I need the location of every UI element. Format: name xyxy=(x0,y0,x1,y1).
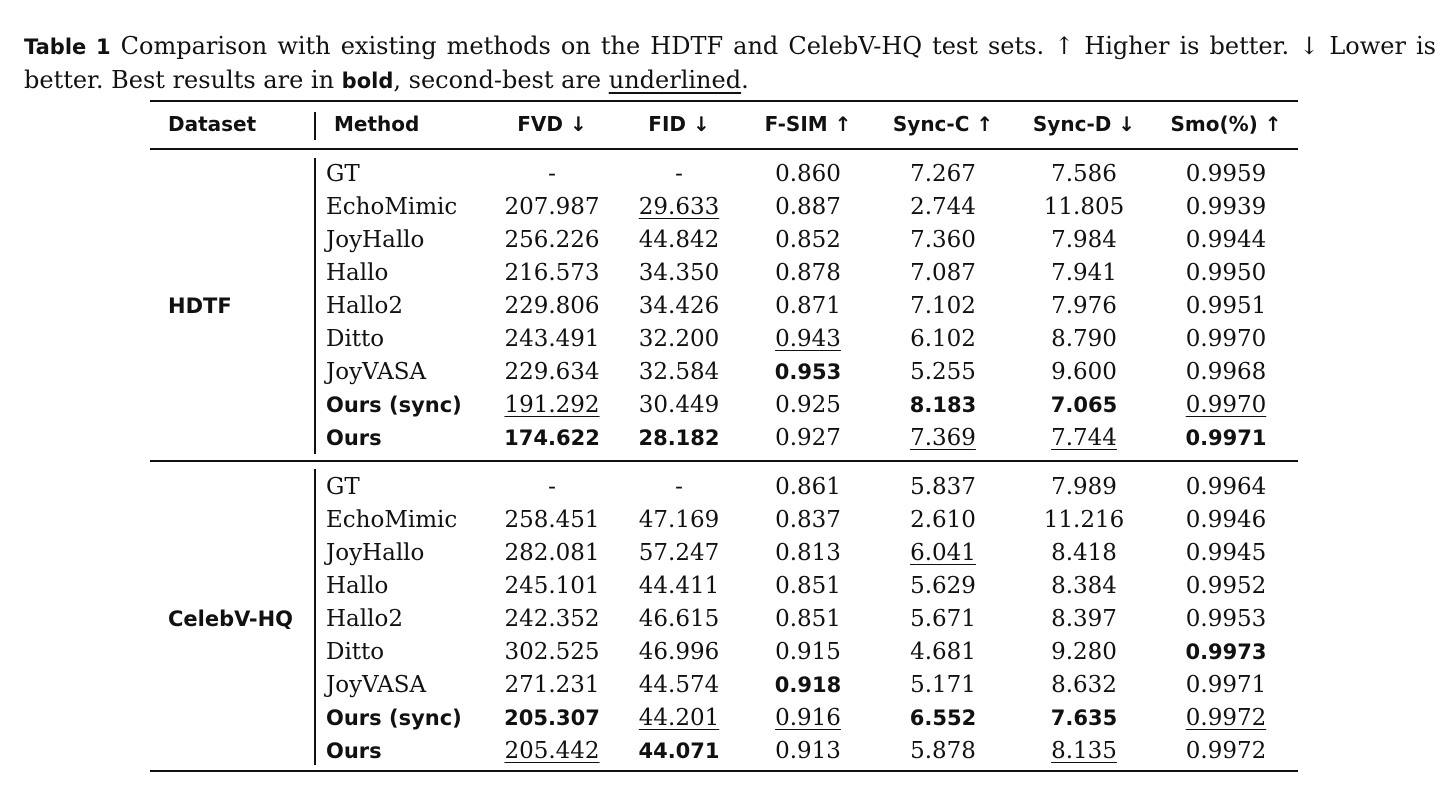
table-row xyxy=(150,701,1298,734)
fid-value: 30.449 xyxy=(638,391,720,418)
fvd-cell xyxy=(490,602,614,635)
sync-c-cell xyxy=(872,421,1014,454)
smo-cell xyxy=(1154,256,1298,289)
fid-cell xyxy=(614,734,744,767)
caption-text-1: Comparison with existing methods on the HDTF and CelebV-HQ test sets. ↑ Higher is better. ↓ Lower is better. Best results are in xyxy=(24,32,1437,94)
fvd-value: 256.226 xyxy=(504,226,600,253)
fsim-value: 0.860 xyxy=(775,160,841,187)
table-row xyxy=(150,602,1298,635)
fsim-value: 0.861 xyxy=(775,473,841,500)
sync-c-cell xyxy=(872,388,1014,421)
fid-value: 32.200 xyxy=(638,325,720,352)
sync-c-cell xyxy=(872,569,1014,602)
header-sync-d: Sync-D ↓ xyxy=(1032,112,1136,136)
sync-d-cell xyxy=(1014,602,1154,635)
method-cell: JoyVASA xyxy=(326,671,427,698)
fvd-value: 205.307 xyxy=(504,705,600,730)
method-cell: JoyVASA xyxy=(326,358,427,385)
header-fid: FID ↓ xyxy=(648,112,710,136)
sync-d-cell xyxy=(1014,536,1154,569)
smo-value: 0.9972 xyxy=(1185,737,1267,764)
sync-d-cell xyxy=(1014,157,1154,190)
method-cell: GT xyxy=(326,160,360,187)
sync-d-cell xyxy=(1014,470,1154,503)
sync-c-cell xyxy=(872,223,1014,256)
fsim-cell xyxy=(744,734,872,767)
header-sync-c: Sync-C ↑ xyxy=(892,112,994,136)
fsim-cell xyxy=(744,289,872,322)
fsim-cell xyxy=(744,190,872,223)
fsim-value: 0.871 xyxy=(775,292,841,319)
fid-value: 29.633 xyxy=(638,193,720,220)
sync-c-value: 7.102 xyxy=(910,292,976,319)
sync-c-value: 6.041 xyxy=(910,539,976,566)
sync-d-value: 9.280 xyxy=(1051,638,1117,665)
fid-cell xyxy=(614,157,744,190)
table-row xyxy=(150,388,1298,421)
sync-d-cell xyxy=(1014,289,1154,322)
fvd-value: 271.231 xyxy=(504,671,600,698)
smo-cell xyxy=(1154,190,1298,223)
fvd-value: 229.806 xyxy=(504,292,600,319)
sync-d-value: 8.418 xyxy=(1051,539,1117,566)
fvd-value: 207.987 xyxy=(504,193,600,220)
fid-cell xyxy=(614,470,744,503)
sync-c-value: 7.360 xyxy=(910,226,976,253)
fsim-cell xyxy=(744,668,872,701)
method-cell: GT xyxy=(326,473,360,500)
smo-value: 0.9950 xyxy=(1185,259,1267,286)
fid-cell xyxy=(614,503,744,536)
fsim-cell xyxy=(744,536,872,569)
sync-d-value: 7.586 xyxy=(1051,160,1117,187)
sync-d-value: 7.976 xyxy=(1051,292,1117,319)
fsim-value: 0.837 xyxy=(775,506,841,533)
caption-text-3: . xyxy=(741,66,749,94)
fid-value: 44.201 xyxy=(638,704,720,731)
sync-c-value: 5.255 xyxy=(910,358,976,385)
fsim-value: 0.887 xyxy=(775,193,841,220)
table-row xyxy=(150,421,1298,454)
table-row xyxy=(150,635,1298,668)
method-cell: EchoMimic xyxy=(326,193,458,220)
sync-d-value: 9.600 xyxy=(1051,358,1117,385)
fid-value: 28.182 xyxy=(638,425,720,450)
fvd-value: 242.352 xyxy=(504,605,600,632)
fid-cell xyxy=(614,256,744,289)
dataset-label: HDTF xyxy=(168,293,232,318)
smo-cell xyxy=(1154,388,1298,421)
sync-d-cell xyxy=(1014,421,1154,454)
smo-value: 0.9970 xyxy=(1185,391,1267,418)
sync-d-value: 8.632 xyxy=(1051,671,1117,698)
sync-c-cell xyxy=(872,668,1014,701)
method-cell: Ditto xyxy=(326,325,385,352)
smo-cell xyxy=(1154,322,1298,355)
fid-value: 44.071 xyxy=(638,738,720,763)
fvd-value: 216.573 xyxy=(504,259,600,286)
fvd-cell xyxy=(490,289,614,322)
dataset-label: CelebV-HQ xyxy=(168,606,293,631)
method-cell: Hallo2 xyxy=(326,605,403,632)
table-row xyxy=(150,322,1298,355)
table-caption xyxy=(24,30,1436,98)
fsim-cell xyxy=(744,701,872,734)
fvd-value: 243.491 xyxy=(504,325,600,352)
sync-c-cell xyxy=(872,190,1014,223)
smo-value: 0.9939 xyxy=(1185,193,1267,220)
sync-c-value: 5.629 xyxy=(910,572,976,599)
fid-value: 44.842 xyxy=(638,226,720,253)
fvd-cell xyxy=(490,569,614,602)
smo-cell xyxy=(1154,701,1298,734)
fvd-value: 282.081 xyxy=(504,539,600,566)
sync-d-cell xyxy=(1014,668,1154,701)
fvd-cell xyxy=(490,668,614,701)
fvd-cell xyxy=(490,157,614,190)
header-row xyxy=(150,100,1298,148)
group-spacer xyxy=(150,148,1298,157)
smo-cell xyxy=(1154,355,1298,388)
fid-value: 34.350 xyxy=(638,259,720,286)
smo-value: 0.9964 xyxy=(1185,473,1267,500)
fvd-value: 174.622 xyxy=(504,425,600,450)
fsim-value: 0.927 xyxy=(775,424,841,451)
sync-c-cell xyxy=(872,470,1014,503)
smo-value: 0.9972 xyxy=(1185,704,1267,731)
spacer-cell xyxy=(150,460,1298,470)
sync-c-value: 6.102 xyxy=(910,325,976,352)
sync-c-value: 4.681 xyxy=(910,638,976,665)
fvd-value: - xyxy=(548,473,556,500)
fvd-cell xyxy=(490,190,614,223)
fvd-cell xyxy=(490,503,614,536)
table-row xyxy=(150,289,1298,322)
smo-cell xyxy=(1154,421,1298,454)
fid-cell xyxy=(614,190,744,223)
fid-value: 32.584 xyxy=(638,358,720,385)
fid-cell xyxy=(614,289,744,322)
sync-c-cell xyxy=(872,602,1014,635)
table-row xyxy=(150,536,1298,569)
fid-value: 57.247 xyxy=(638,539,720,566)
fsim-cell xyxy=(744,569,872,602)
fsim-value: 0.916 xyxy=(775,704,841,731)
fsim-cell xyxy=(744,256,872,289)
sync-c-value: 5.171 xyxy=(910,671,976,698)
fvd-value: 229.634 xyxy=(504,358,600,385)
sync-c-value: 5.878 xyxy=(910,737,976,764)
fid-value: 46.996 xyxy=(638,638,720,665)
fvd-cell xyxy=(490,701,614,734)
sync-d-cell xyxy=(1014,701,1154,734)
spacer-cell xyxy=(150,148,1298,157)
fvd-cell xyxy=(490,421,614,454)
smo-value: 0.9944 xyxy=(1185,226,1267,253)
fid-value: 44.574 xyxy=(638,671,720,698)
fid-cell xyxy=(614,701,744,734)
sync-d-value: 7.984 xyxy=(1051,226,1117,253)
fsim-value: 0.915 xyxy=(775,638,841,665)
fvd-cell xyxy=(490,256,614,289)
sync-d-value: 8.790 xyxy=(1051,325,1117,352)
fid-value: 44.411 xyxy=(638,572,720,599)
fid-cell xyxy=(614,668,744,701)
fvd-value: 191.292 xyxy=(504,391,600,418)
header-method: Method xyxy=(334,112,420,136)
fsim-cell xyxy=(744,322,872,355)
sync-d-value: 8.397 xyxy=(1051,605,1117,632)
fsim-value: 0.852 xyxy=(775,226,841,253)
caption-bold-word: bold xyxy=(341,69,394,93)
table-row xyxy=(150,734,1298,767)
sync-c-value: 5.671 xyxy=(910,605,976,632)
fsim-cell xyxy=(744,470,872,503)
fsim-value: 0.918 xyxy=(774,672,842,697)
smo-value: 0.9968 xyxy=(1185,358,1267,385)
sync-c-value: 7.267 xyxy=(910,160,976,187)
method-cell: JoyHallo xyxy=(326,539,425,566)
method-cell: Hallo2 xyxy=(326,292,403,319)
sync-d-value: 11.216 xyxy=(1043,506,1125,533)
sync-c-value: 2.744 xyxy=(910,193,976,220)
sync-c-cell xyxy=(872,355,1014,388)
fsim-cell xyxy=(744,421,872,454)
sync-d-value: 8.135 xyxy=(1051,737,1117,764)
fsim-value: 0.925 xyxy=(775,391,841,418)
sync-d-cell xyxy=(1014,256,1154,289)
smo-value: 0.9945 xyxy=(1185,539,1267,566)
smo-value: 0.9973 xyxy=(1185,639,1267,664)
fvd-cell xyxy=(490,223,614,256)
table-row xyxy=(150,503,1298,536)
sync-c-value: 7.087 xyxy=(910,259,976,286)
sync-d-cell xyxy=(1014,503,1154,536)
fvd-value: - xyxy=(548,160,556,187)
sync-c-cell xyxy=(872,701,1014,734)
fid-cell xyxy=(614,388,744,421)
sync-c-cell xyxy=(872,635,1014,668)
smo-cell xyxy=(1154,470,1298,503)
caption-text-2: , second-best are xyxy=(393,66,609,94)
smo-cell xyxy=(1154,569,1298,602)
fid-cell xyxy=(614,355,744,388)
sync-d-value: 7.744 xyxy=(1051,424,1117,451)
table-row xyxy=(150,256,1298,289)
fsim-value: 0.953 xyxy=(774,359,842,384)
fvd-cell xyxy=(490,355,614,388)
header-fvd: FVD ↓ xyxy=(517,112,587,136)
fid-cell xyxy=(614,421,744,454)
sync-c-cell xyxy=(872,256,1014,289)
fsim-value: 0.878 xyxy=(775,259,841,286)
header-smo: Smo(%) ↑ xyxy=(1170,112,1282,136)
sync-d-cell xyxy=(1014,388,1154,421)
sync-d-cell xyxy=(1014,734,1154,767)
smo-value: 0.9953 xyxy=(1185,605,1267,632)
fid-cell xyxy=(614,569,744,602)
method-cell: Ours xyxy=(326,738,382,763)
smo-value: 0.9946 xyxy=(1185,506,1267,533)
fsim-value: 0.851 xyxy=(775,572,841,599)
fsim-cell xyxy=(744,157,872,190)
table-row xyxy=(150,190,1298,223)
smo-cell xyxy=(1154,289,1298,322)
sync-c-cell xyxy=(872,157,1014,190)
fvd-value: 302.525 xyxy=(504,638,600,665)
sync-d-value: 7.065 xyxy=(1050,392,1118,417)
smo-cell xyxy=(1154,223,1298,256)
sync-d-cell xyxy=(1014,190,1154,223)
group-spacer xyxy=(150,460,1298,470)
smo-value: 0.9951 xyxy=(1185,292,1267,319)
method-cell: Ours (sync) xyxy=(326,392,462,417)
smo-cell xyxy=(1154,536,1298,569)
sync-d-cell xyxy=(1014,355,1154,388)
spacer-cell xyxy=(150,767,1298,773)
sync-d-cell xyxy=(1014,223,1154,256)
method-cell: Hallo xyxy=(326,259,389,286)
smo-value: 0.9970 xyxy=(1185,325,1267,352)
header-fsim: F-SIM ↑ xyxy=(764,112,852,136)
sync-c-cell xyxy=(872,503,1014,536)
caption-underlined-word: underlined xyxy=(608,66,742,94)
fid-cell xyxy=(614,602,744,635)
sync-c-cell xyxy=(872,734,1014,767)
fvd-cell xyxy=(490,734,614,767)
fsim-cell xyxy=(744,503,872,536)
sync-c-cell xyxy=(872,289,1014,322)
table-row xyxy=(150,355,1298,388)
fvd-value: 258.451 xyxy=(504,506,600,533)
method-cell: EchoMimic xyxy=(326,506,458,533)
fid-value: - xyxy=(675,473,683,500)
smo-cell xyxy=(1154,635,1298,668)
table-row xyxy=(150,157,1298,190)
fid-cell xyxy=(614,536,744,569)
fsim-value: 0.943 xyxy=(775,325,841,352)
fvd-cell xyxy=(490,388,614,421)
fsim-value: 0.813 xyxy=(775,539,841,566)
table-row xyxy=(150,470,1298,503)
method-cell: Ours xyxy=(326,425,382,450)
fvd-cell xyxy=(490,635,614,668)
method-cell: Ditto xyxy=(326,638,385,665)
smo-value: 0.9971 xyxy=(1185,425,1267,450)
fsim-cell xyxy=(744,388,872,421)
sync-c-value: 2.610 xyxy=(910,506,976,533)
smo-value: 0.9959 xyxy=(1185,160,1267,187)
method-cell: Ours (sync) xyxy=(326,705,462,730)
smo-cell xyxy=(1154,602,1298,635)
fid-value: - xyxy=(675,160,683,187)
sync-d-value: 8.384 xyxy=(1051,572,1117,599)
sync-c-value: 6.552 xyxy=(909,705,977,730)
fsim-cell xyxy=(744,602,872,635)
table-row xyxy=(150,569,1298,602)
smo-value: 0.9971 xyxy=(1185,671,1267,698)
header-dataset: Dataset xyxy=(168,112,257,136)
table-body xyxy=(150,100,1298,773)
fvd-value: 205.442 xyxy=(504,737,600,764)
sync-c-value: 8.183 xyxy=(909,392,977,417)
sync-d-cell xyxy=(1014,569,1154,602)
fsim-cell xyxy=(744,635,872,668)
fid-value: 47.169 xyxy=(638,506,720,533)
fid-cell xyxy=(614,322,744,355)
sync-d-value: 11.805 xyxy=(1043,193,1125,220)
smo-cell xyxy=(1154,157,1298,190)
fvd-cell xyxy=(490,322,614,355)
sync-d-value: 7.635 xyxy=(1050,705,1118,730)
caption-tag: Table 1 xyxy=(24,35,111,59)
fsim-cell xyxy=(744,223,872,256)
sync-d-cell xyxy=(1014,635,1154,668)
method-cell: JoyHallo xyxy=(326,226,425,253)
fvd-cell xyxy=(490,536,614,569)
sync-c-value: 7.369 xyxy=(910,424,976,451)
method-cell: Hallo xyxy=(326,572,389,599)
group-spacer xyxy=(150,767,1298,773)
smo-cell xyxy=(1154,668,1298,701)
fid-cell xyxy=(614,223,744,256)
sync-c-cell xyxy=(872,536,1014,569)
sync-c-value: 5.837 xyxy=(910,473,976,500)
sync-c-cell xyxy=(872,322,1014,355)
smo-cell xyxy=(1154,734,1298,767)
smo-value: 0.9952 xyxy=(1185,572,1267,599)
sync-d-cell xyxy=(1014,322,1154,355)
sync-d-value: 7.989 xyxy=(1051,473,1117,500)
results-table xyxy=(150,100,1298,773)
fid-value: 46.615 xyxy=(638,605,720,632)
fsim-value: 0.851 xyxy=(775,605,841,632)
fsim-cell xyxy=(744,355,872,388)
table-row xyxy=(150,668,1298,701)
fid-value: 34.426 xyxy=(638,292,720,319)
sync-d-value: 7.941 xyxy=(1051,259,1117,286)
smo-cell xyxy=(1154,503,1298,536)
fsim-value: 0.913 xyxy=(775,737,841,764)
fvd-cell xyxy=(490,470,614,503)
fid-cell xyxy=(614,635,744,668)
table-row xyxy=(150,223,1298,256)
fvd-value: 245.101 xyxy=(504,572,600,599)
